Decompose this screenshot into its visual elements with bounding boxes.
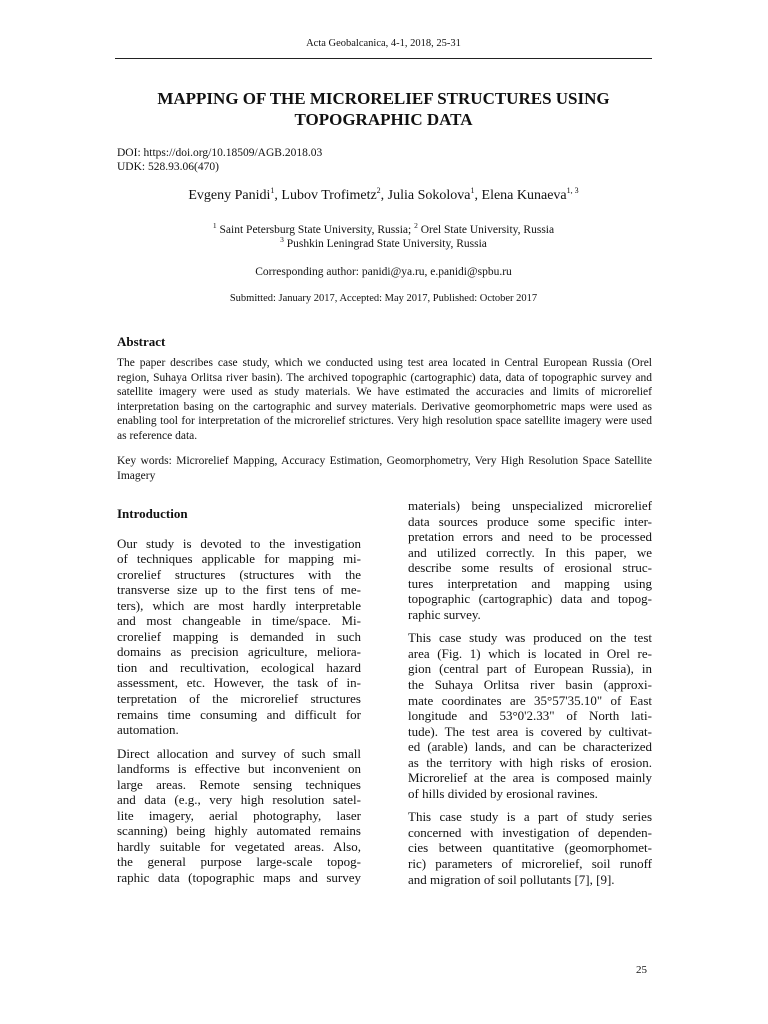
text-line: This case study is a part of study series [408, 809, 652, 825]
text-line: the general purpose large-scale topog- [117, 854, 361, 870]
text-line: the Suhaya Orlitsa river basin (approxi- [408, 677, 652, 693]
paper-title [115, 88, 652, 130]
intro-paragraph-2 [117, 746, 361, 886]
text-line: pretation errors and need to be processed [408, 529, 652, 545]
author-affil-ref: 1 [470, 186, 475, 195]
text-line: and data (e.g., very high resolution satel- [117, 792, 361, 808]
affil-marker: 3 [280, 235, 284, 244]
text-line: and utilized correctly. In this paper, we [408, 544, 652, 560]
author-affil-ref: 2 [376, 186, 381, 195]
affil-text: Saint Petersburg State University, Russia; [216, 224, 415, 236]
text-line: concerned with investigation of dependen- [408, 824, 652, 840]
text-line: tude). The test area is covered by cultivat- [408, 723, 652, 739]
text-line: terpretation of the microrelief structures [117, 691, 361, 707]
text-line: ters), which are most hardly interpretable [117, 597, 361, 613]
text-line: area (Fig. 1) which is located in Orel re- [408, 645, 652, 661]
udk-code: UDK: 528.93.06(470) [117, 161, 219, 173]
author-name: , Julia Sokolova [380, 188, 471, 203]
author-name: Evgeny Panidi [188, 188, 271, 203]
author-affil-ref: 1, 3 [566, 186, 579, 195]
text-line: remains time consuming and difficult for [117, 706, 361, 722]
author-name: , Lubov Trofimetz [274, 188, 377, 203]
journal-header: Acta Geobalcanica, 4-1, 2018, 25-31 [306, 38, 461, 49]
text-line: Direct allocation and survey of such small [117, 745, 361, 761]
keywords: Key words: Microrelief Mapping, Accuracy Estimation, Geomorphometry, Very High Resolution Space Satellite Imagery [117, 455, 652, 482]
intro-paragraph-4 [408, 809, 652, 887]
page-number: 25 [636, 964, 647, 976]
affiliations [115, 223, 652, 251]
abstract-text: The paper describes case study, which we conducted using test area located in Central European Russia (Orel region, Suhaya Orlitsa river basin). The archived topographic (cartographic) data, data of topographic survey and satellite imagery were used as study materials. We have estimated the accuracies and limits of microrelief interpretation basing on the cartographic and survey materials. Derivative geomorphometric maps were used as enabling tool for interpretation of the microrelief strictures. Very high resolution space satellite imagery were used as reference data. [117, 357, 652, 442]
header-divider [115, 58, 652, 59]
text-line: of techniques applicable for mapping mi- [117, 551, 361, 567]
text-line: describe some results of erosional struc- [408, 560, 652, 576]
text-line: longitude and 53°0'2.33" of North lati- [408, 708, 652, 724]
text-line: topographic (cartographic) data and topog- [408, 591, 652, 607]
text-line: hardly suitable for vegetated areas. Also, [117, 838, 361, 854]
text-line: ed (arable) lands, and can be characterized [408, 739, 652, 755]
text-line: Our study is devoted to the investigation [117, 535, 361, 551]
affiliation-line [115, 237, 652, 251]
text-line: raphic survey. [408, 606, 481, 622]
text-line: and most changeable in time/space. Mi- [117, 613, 361, 629]
author-list [115, 188, 652, 204]
text-line: as the territory with high risks of erosion. [408, 754, 652, 770]
affil-text: Orel State University, Russia [417, 224, 555, 236]
text-line: landforms is effective but inconvenient on [117, 761, 361, 777]
text-line: lite imagery, aerial photography, laser [117, 807, 361, 823]
title-line-1: MAPPING OF THE MICRORELIEF STRUCTURES USING [157, 89, 610, 108]
left-column [117, 506, 361, 886]
introduction-heading: Introduction [117, 506, 188, 521]
submission-dates: Submitted: January 2017, Accepted: May 2017, Published: October 2017 [229, 293, 538, 304]
text-line: transverse size up to the first tens of me- [117, 582, 361, 598]
text-line: gion (central part of European Russia), in [408, 661, 652, 677]
intro-paragraph-2-continued [408, 498, 652, 622]
text-line: of hills divided by erosional ravines. [408, 785, 598, 801]
intro-paragraph-3 [408, 630, 652, 801]
abstract-heading: Abstract [117, 334, 166, 349]
text-line: data sources produce some specific inter- [408, 513, 652, 529]
text-line: domains as precision agriculture, meliora- [117, 644, 361, 660]
text-line: This case study was produced on the test [408, 630, 652, 646]
text-line: cies between quantitative (geomorphomet- [408, 840, 652, 856]
author-affil-ref: 1 [270, 186, 275, 195]
text-line: crorelief mapping is demanded in such [117, 628, 361, 644]
paper-identifiers [117, 146, 322, 174]
affil-marker: 1 [212, 221, 217, 230]
affil-marker: 2 [414, 221, 418, 230]
doi-link[interactable]: DOI: https://doi.org/10.18509/AGB.2018.03 [117, 147, 323, 159]
affil-text: Pushkin Leningrad State University, Russia [283, 238, 487, 250]
text-line: Microrelief at the area is composed mainly [408, 770, 652, 786]
text-line: assessment, etc. However, the task of in- [117, 675, 361, 691]
text-line: mate coordinates are 35°57'35.10" of East [408, 692, 652, 708]
author-name: , Elena Kunaeva [474, 188, 567, 203]
right-column [408, 498, 652, 887]
text-line: tures interpretation and mapping using [408, 575, 652, 591]
text-line: materials) being unspecialized microrelief [408, 498, 652, 513]
text-line: and migration of soil pollutants [7], [9]. [408, 871, 615, 887]
affiliation-line [115, 223, 652, 237]
text-line: tion and recultivation, ecological hazard [117, 659, 361, 675]
text-line: automation. [117, 722, 179, 738]
text-line: raphic data (topographic maps and survey [117, 870, 361, 886]
intro-paragraph-1 [117, 536, 361, 738]
text-line: crorelief structures (structures with the [117, 566, 361, 582]
text-line: large areas. Remote sensing techniques [117, 776, 361, 792]
text-line: scanning) being highly automated remains [117, 823, 361, 839]
text-line: ric) parameters of microrelief, soil runoff [408, 856, 652, 872]
corresponding-author: Corresponding author: panidi@ya.ru, e.panidi@spbu.ru [255, 266, 512, 278]
title-line-2: TOPOGRAPHIC DATA [294, 110, 473, 129]
